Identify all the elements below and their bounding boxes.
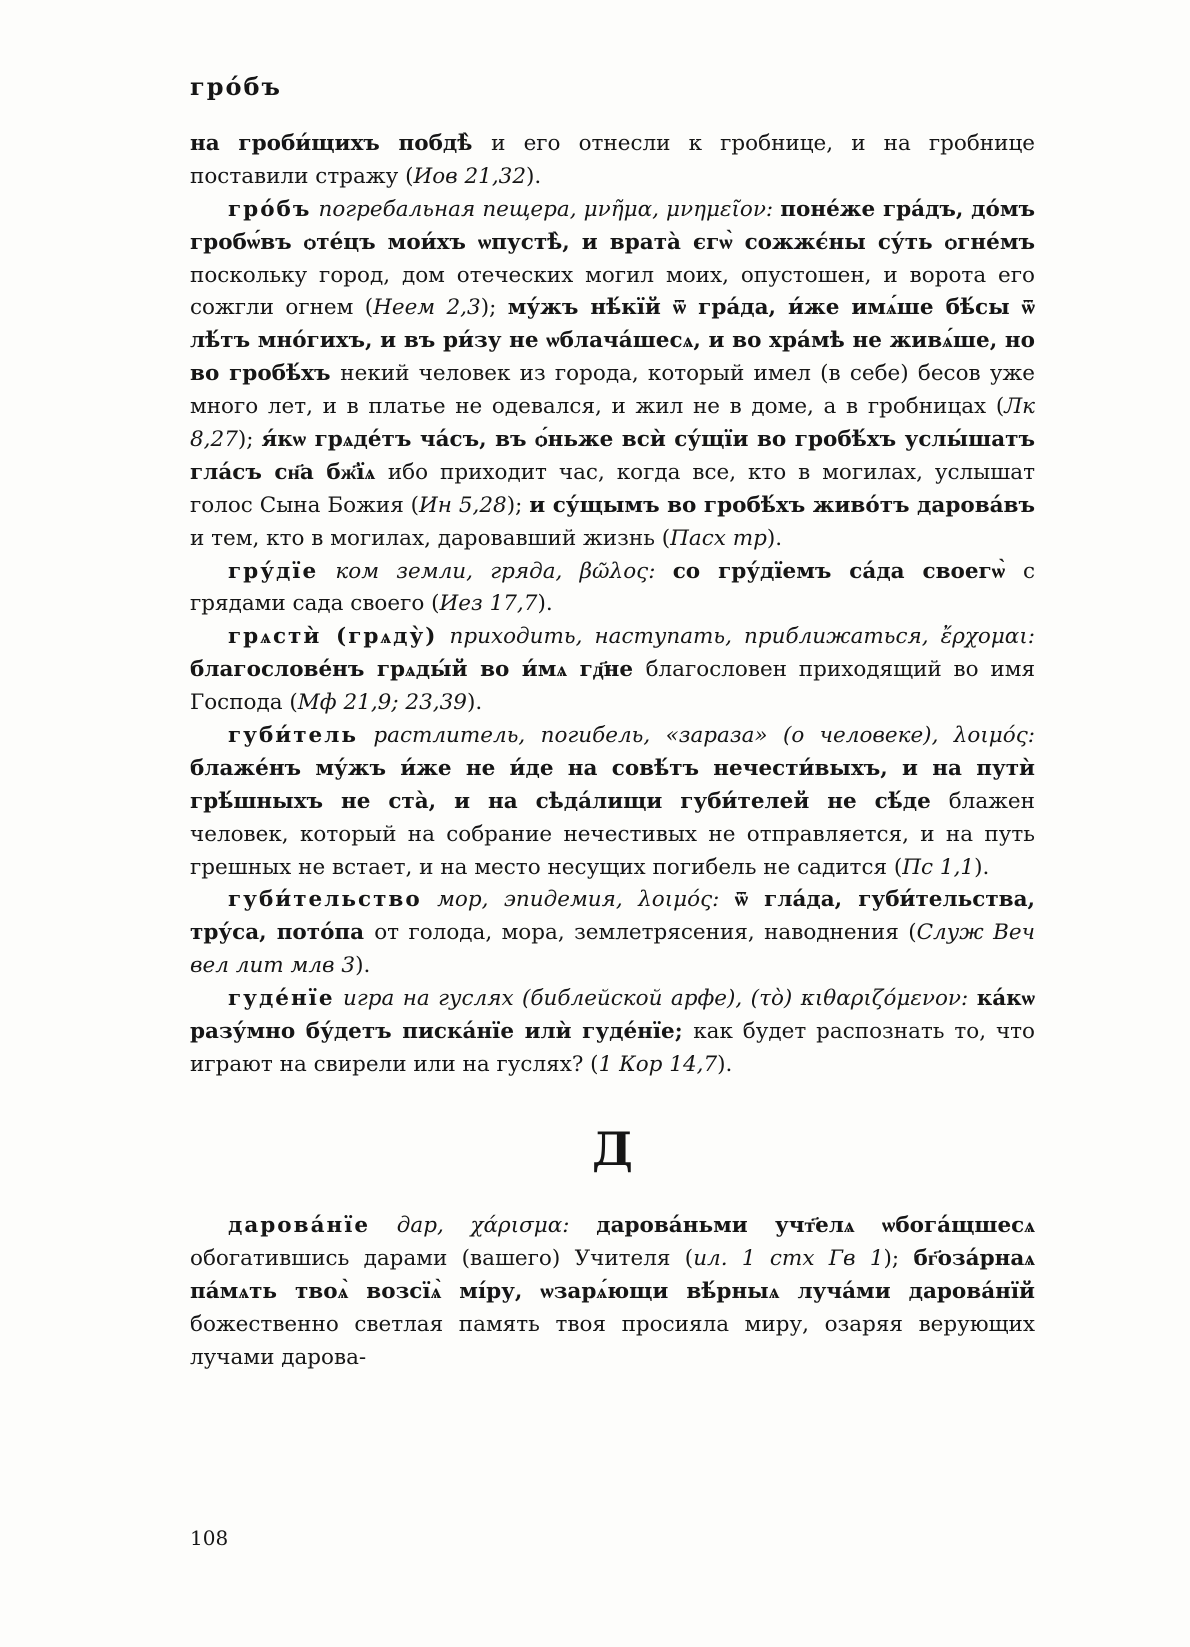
church-slavonic-text: и су́щымъ во гробѣ́хъ живо́тъ дарова́въ bbox=[529, 492, 1035, 518]
russian-translation-text: от голода, мора, землетрясения, наводнения ( bbox=[374, 920, 917, 946]
entry-paragraph bbox=[190, 983, 1035, 1082]
russian-translation-text: с грядами сада своего ( bbox=[190, 558, 1035, 617]
italic-gloss-text: погребальная пещера, μνῆμα, μνημεῖον: bbox=[311, 196, 781, 222]
entry-headword: гро́бъ bbox=[228, 196, 312, 222]
church-slavonic-text: му́жъ нѣ́кїй ѿ гра́да, и́же имѧ́ше бѣ́сы ѿ лѣ́тъ мно́гихъ, и въ ри́зу не ѡблача́шесѧ, и во хра́мѣ не живѧ́ше, но во гробѣ́хъ bbox=[190, 295, 1035, 387]
italic-gloss-text: Ин 5,28 bbox=[419, 492, 507, 518]
church-slavonic-text: поне́же гра́дъ, до́мъ гробѡ́въ ѻте́цъ мои́хъ ѡпустѣ̀, и врата̀ єгѡ̀ сожжє́ны су́ть ѻгне́мъ bbox=[190, 196, 1036, 255]
italic-gloss-text: растлитель, погибель, «зараза» (о человеке), λοιμός: bbox=[357, 723, 1035, 749]
russian-translation-text: ); bbox=[480, 295, 508, 321]
italic-gloss-text: игра на гуслях (библейской арфе), (τὸ) κιθαριζόμενον: bbox=[334, 986, 977, 1012]
italic-gloss-text: Иез 17,7 bbox=[439, 591, 538, 617]
entry-headword: гру́дїе bbox=[228, 558, 319, 584]
entry-headword: дарова́нїе bbox=[228, 1213, 371, 1239]
church-slavonic-text: бг҃оза́рнаѧ па́мѧть твоѧ̀ возсїѧ̀ мі́ру, ѡзарѧ́ющи вѣ́рныѧ луча́ми дарова́нїй bbox=[190, 1246, 1036, 1305]
church-slavonic-text: благослове́нъ грѧды́й во и́мѧ гд҃не bbox=[190, 657, 646, 683]
russian-translation-text: ). bbox=[466, 690, 483, 716]
russian-translation-text: как будет распознать то, что играют на свирели или на гуслях? ( bbox=[190, 1019, 1035, 1077]
italic-gloss-text: приходить, наступать, приближаться, ἔρχομαι: bbox=[437, 624, 1035, 650]
running-head: гро́бъ bbox=[190, 72, 282, 101]
italic-gloss-text: Пс 1,1 bbox=[902, 854, 975, 880]
entry-paragraph bbox=[190, 194, 1035, 556]
entries bbox=[190, 128, 1035, 1375]
italic-gloss-text: Служ Веч вел лит млв 3 bbox=[190, 920, 1035, 979]
italic-gloss-text: ком земли, гряда, βῶλος: bbox=[318, 558, 673, 584]
entry-paragraph bbox=[190, 1210, 1035, 1374]
russian-translation-text: ибо приходит час, когда все, кто в могилах, услышат голос Сына Божия ( bbox=[190, 459, 1035, 518]
russian-translation-text: и его отнесли к гробнице, и на гробнице поставили стражу ( bbox=[190, 131, 1035, 189]
italic-gloss-text: Пасх тр bbox=[670, 525, 767, 551]
russian-translation-text: ); bbox=[883, 1246, 914, 1272]
church-slavonic-text: ка́кѡ разу́мно бу́детъ писка́нїе илѝ гуде́нїе; bbox=[190, 986, 1035, 1045]
russian-translation-text: ). bbox=[717, 1051, 733, 1077]
entry-headword: гуде́нїе bbox=[228, 986, 335, 1012]
italic-gloss-text: ил. 1 стх Гв 1 bbox=[693, 1246, 884, 1272]
italic-gloss-text: Лк 8,27 bbox=[190, 394, 1035, 453]
page-number: 108 bbox=[190, 1526, 229, 1550]
italic-gloss-text: Мф 21,9; 23,39 bbox=[297, 690, 467, 716]
russian-translation-text: и тем, кто в могилах, даровавший жизнь ( bbox=[190, 525, 671, 551]
russian-translation-text: божественно светлая память твоя просияла миру, озаряя верующих лучами дарова- bbox=[190, 1312, 1035, 1370]
russian-translation-text: ). bbox=[355, 953, 371, 979]
russian-translation-text: ). bbox=[974, 854, 990, 880]
russian-translation-text: блажен человек, который на собрание нечестивых не отправляется, и на путь грешных не встает, и на место несущих погибель не садится ( bbox=[190, 788, 1035, 880]
italic-gloss-text: дар, χάρισμα: bbox=[370, 1213, 597, 1239]
italic-gloss-text: 1 Кор 14,7 bbox=[598, 1051, 718, 1077]
russian-translation-text: ). bbox=[766, 525, 783, 551]
russian-translation-text: ); bbox=[237, 427, 262, 453]
russian-translation-text: некий человек из города, который имел (в себе) бесов уже много лет, и в платье не одевался, и жил не в доме, а в гробницах ( bbox=[190, 361, 1035, 420]
russian-translation-text: ). bbox=[537, 591, 553, 617]
entry-paragraph bbox=[190, 556, 1035, 622]
italic-gloss-text: мор, эпидемия, λοιμός: bbox=[421, 887, 735, 913]
entry-paragraph bbox=[190, 884, 1035, 983]
entry-headword: губи́тель bbox=[228, 723, 358, 749]
russian-translation-text: обогатившись дарами (вашего) Учителя ( bbox=[190, 1246, 694, 1272]
russian-translation-text: благословен приходящий во имя Господа ( bbox=[190, 657, 1036, 716]
russian-translation-text: ). bbox=[526, 163, 542, 189]
church-slavonic-text: ѿ гла́да, губи́тельства, тру́са, пото́па bbox=[190, 887, 1035, 946]
entry-paragraph bbox=[190, 621, 1035, 720]
church-slavonic-text: со гру́дїемъ са́да своегѡ̀ bbox=[672, 558, 1023, 584]
church-slavonic-text: я́кѡ грѧде́тъ ча́съ, въ ѻ́ньже всѝ су́щїи во гробѣ́хъ услы́шатъ гла́съ сн҃а бж҃їѧ bbox=[190, 427, 1035, 485]
section-letter: Д bbox=[592, 1121, 633, 1176]
russian-translation-text: поскольку город, дом отеческих могил моих, опустошен, и ворота его сожгли огнем ( bbox=[190, 262, 1035, 321]
entry-headword: губи́тельство bbox=[228, 887, 422, 913]
italic-gloss-text: Неем 2,3 bbox=[373, 295, 481, 321]
russian-translation-text: ); bbox=[506, 492, 530, 518]
church-slavonic-text: на гроби́щихъ побдѣ̀ bbox=[190, 131, 492, 156]
entry-paragraph bbox=[190, 720, 1035, 884]
church-slavonic-text: блаже́нъ му́жъ и́же не и́де на совѣ́тъ нечести́выхъ, и на путѝ грѣ́шныхъ не ста̀, и на сѣда́лищи губи́телей не сѣ́де bbox=[190, 755, 1035, 814]
church-slavonic-text: дарова́ньми учт҃елѧ ѡбога́щшесѧ bbox=[596, 1213, 1035, 1239]
italic-gloss-text: Иов 21,32 bbox=[413, 163, 527, 189]
entry-headword: грѧстѝ (грѧду̀) bbox=[228, 624, 438, 650]
continuation-paragraph bbox=[190, 128, 1035, 194]
